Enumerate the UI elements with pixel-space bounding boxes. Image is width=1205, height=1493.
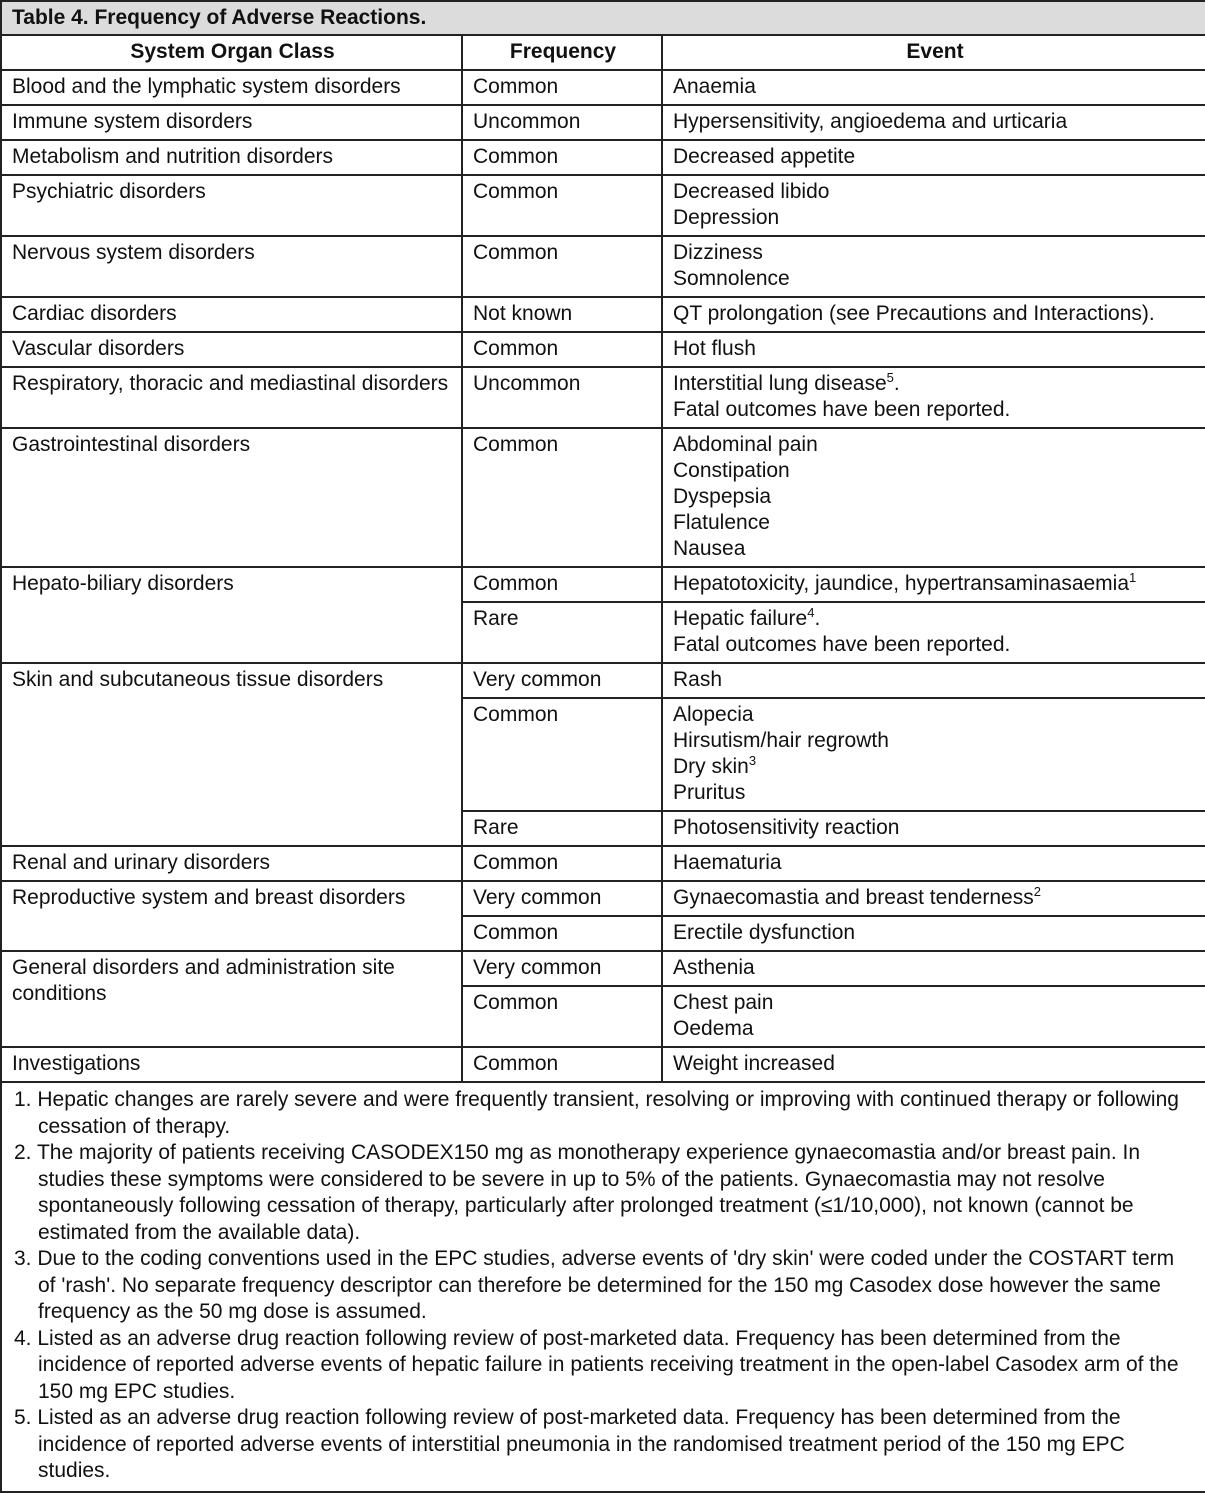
- soc-cell: Skin and subcutaneous tissue disorders: [1, 663, 462, 846]
- frequency-cell: Common: [462, 428, 662, 567]
- event-cell: [662, 663, 1205, 698]
- event-line: Haematuria: [673, 851, 782, 874]
- frequency-cell: Rare: [462, 602, 662, 663]
- frequency-cell: Uncommon: [462, 367, 662, 428]
- soc-cell: Vascular disorders: [1, 332, 462, 367]
- table-row: [1, 1047, 1205, 1082]
- footnote-5: 5. Listed as an adverse drug reaction following review of post-marketed data. Frequency has been determined from the incidence of reported adverse events of interstitial pneumonia in the randomised treatment period of the 150 mg EPC studies.: [14, 1406, 1125, 1482]
- soc-cell: Renal and urinary disorders: [1, 846, 462, 881]
- frequency-cell: Common: [462, 846, 662, 881]
- table-row: [1, 105, 1205, 140]
- event-cell: [662, 297, 1205, 332]
- table-row: [1, 70, 1205, 105]
- event-cell: [662, 698, 1205, 811]
- frequency-cell: Common: [462, 1047, 662, 1082]
- event-text: Interstitial lung disease: [673, 372, 887, 395]
- soc-cell: Immune system disorders: [1, 105, 462, 140]
- event-line: QT prolongation (see Precautions and Interactions).: [673, 302, 1155, 325]
- event-line: Alopecia: [673, 703, 754, 726]
- soc-cell: Psychiatric disorders: [1, 175, 462, 236]
- soc-cell: Respiratory, thoracic and mediastinal disorders: [1, 367, 462, 428]
- soc-cell: Hepato-biliary disorders: [1, 567, 462, 663]
- event-text: Hepatic failure: [673, 607, 808, 630]
- event-line: Somnolence: [673, 267, 790, 290]
- soc-cell: Nervous system disorders: [1, 236, 462, 297]
- frequency-cell: Common: [462, 175, 662, 236]
- event-line: Interstitial lung disease$^5$.: [673, 370, 900, 395]
- table-row: [1, 951, 1205, 986]
- event-text: Gynaecomastia and breast tenderness: [673, 886, 1034, 909]
- event-line: Erectile dysfunction: [673, 921, 856, 944]
- table-title: Table 4. Frequency of Adverse Reactions.: [1, 1, 1205, 35]
- header-soc: System Organ Class: [1, 35, 462, 70]
- frequency-cell: Very common: [462, 881, 662, 916]
- footnote-ref: 3: [748, 753, 757, 768]
- event-line: Oedema: [673, 1017, 754, 1040]
- table-row: [1, 332, 1205, 367]
- event-line: Dizziness: [673, 241, 763, 264]
- event-line: Decreased appetite: [673, 145, 856, 168]
- event-line: Hypersensitivity, angioedema and urticaria: [673, 110, 1068, 133]
- footnote-ref: 1: [1129, 570, 1137, 585]
- soc-cell: Metabolism and nutrition disorders: [1, 140, 462, 175]
- event-line: Abdominal pain: [673, 433, 818, 456]
- event-cell: [662, 951, 1205, 986]
- frequency-cell: Common: [462, 332, 662, 367]
- event-cell: [662, 881, 1205, 916]
- frequency-cell: Common: [462, 698, 662, 811]
- title-row: [1, 1, 1205, 35]
- event-line: Anaemia: [673, 75, 756, 98]
- footnote-ref: 5: [886, 370, 894, 385]
- frequency-cell: Common: [462, 916, 662, 951]
- table-row: [1, 297, 1205, 332]
- table-row: [1, 881, 1205, 916]
- event-line: Hirsutism/hair regrowth: [673, 729, 889, 752]
- event-cell: [662, 811, 1205, 846]
- table-row: [1, 236, 1205, 297]
- table-row: [1, 175, 1205, 236]
- event-line: Photosensitivity reaction: [673, 816, 900, 839]
- table-row: [1, 663, 1205, 698]
- frequency-cell: Not known: [462, 297, 662, 332]
- event-cell: [662, 332, 1205, 367]
- event-cell: [662, 367, 1205, 428]
- event-cell: [662, 428, 1205, 567]
- footnote-2: 2. The majority of patients receiving CASODEX150 mg as monotherapy experience gynaecomastia and/or breast pain. In studies these symptoms were considered to be severe in up to 5% of the patients. Gynaecomastia may not resolve spontaneously following cessation of therapy, particularly after prolonged treatment (≤1/10,000), not known (cannot be estimated from the available data).: [14, 1141, 1141, 1244]
- header-frequency: Frequency: [462, 35, 662, 70]
- footnotes-cell: [1, 1082, 1205, 1492]
- event-text: Hepatotoxicity, jaundice, hypertransaminasaemia: [673, 572, 1130, 595]
- event-line: Constipation: [673, 459, 790, 482]
- event-cell: [662, 846, 1205, 881]
- event-cell: [662, 175, 1205, 236]
- footnote-ref: 4: [807, 605, 815, 620]
- event-cell: [662, 916, 1205, 951]
- header-row: [1, 35, 1205, 70]
- soc-cell: Blood and the lymphatic system disorders: [1, 70, 462, 105]
- event-line: Fatal outcomes have been reported.: [673, 633, 1011, 656]
- soc-cell: Reproductive system and breast disorders: [1, 881, 462, 951]
- event-cell: [662, 986, 1205, 1047]
- footnote-ref: 2: [1033, 884, 1041, 899]
- frequency-cell: Common: [462, 236, 662, 297]
- footnote-4: 4. Listed as an adverse drug reaction following review of post-marketed data. Frequency has been determined from the incidence of reported adverse events of hepatic failure in patients receiving treatment in the open-label Casodex arm of the 150 mg EPC studies.: [14, 1326, 1179, 1403]
- soc-cell: Gastrointestinal disorders: [1, 428, 462, 567]
- table-row: [1, 846, 1205, 881]
- event-cell: [662, 236, 1205, 297]
- frequency-cell: Uncommon: [462, 105, 662, 140]
- event-cell: [662, 70, 1205, 105]
- frequency-cell: Common: [462, 567, 662, 602]
- event-line: Chest pain: [673, 991, 774, 1014]
- event-line: Weight increased: [673, 1052, 835, 1075]
- footnote-3: 3. Due to the coding conventions used in the EPC studies, adverse events of 'dry skin' were coded under the COSTART term of 'rash'. No separate frequency descriptor can therefore be determined for the 150 mg Casodex dose however the same frequency as the 50 mg dose is assumed.: [14, 1247, 1175, 1323]
- event-cell: [662, 567, 1205, 602]
- frequency-cell: Common: [462, 140, 662, 175]
- event-line: Pruritus: [673, 781, 746, 804]
- soc-cell: Cardiac disorders: [1, 297, 462, 332]
- frequency-cell: Common: [462, 70, 662, 105]
- event-line: Hot flush: [673, 337, 756, 360]
- frequency-cell: Very common: [462, 663, 662, 698]
- frequency-cell: Rare: [462, 811, 662, 846]
- event-line: [673, 571, 1197, 597]
- event-line: Nausea: [673, 537, 746, 560]
- event-line: Rash: [673, 668, 723, 691]
- footnotes-row: [1, 1082, 1205, 1492]
- event-line: Fatal outcomes have been reported.: [673, 398, 1011, 421]
- event-text: Dry skin: [673, 755, 749, 778]
- event-line: [673, 885, 1197, 911]
- event-line: Decreased libido: [673, 180, 830, 203]
- soc-cell: Investigations: [1, 1047, 462, 1082]
- event-line: Asthenia: [673, 956, 755, 979]
- table-row: [1, 367, 1205, 428]
- soc-cell: General disorders and administration site conditions: [1, 951, 462, 1047]
- footnote-1: 1. Hepatic changes are rarely severe and were frequently transient, resolving or improving with continued therapy or following cessation of therapy.: [14, 1088, 1179, 1138]
- frequency-cell: Common: [462, 986, 662, 1047]
- table-row: [1, 140, 1205, 175]
- event-cell: [662, 1047, 1205, 1082]
- event-cell: [662, 140, 1205, 175]
- event-cell: [662, 105, 1205, 140]
- event-line: Hepatic failure$^4$.: [673, 605, 821, 630]
- frequency-cell: Very common: [462, 951, 662, 986]
- event-cell: [662, 602, 1205, 663]
- table-row: [1, 567, 1205, 602]
- event-line: Dyspepsia: [673, 485, 772, 508]
- event-line: Depression: [673, 206, 780, 229]
- table-row: [1, 428, 1205, 567]
- header-event: Event: [662, 35, 1205, 70]
- event-line: [673, 754, 1197, 780]
- event-line: Flatulence: [673, 511, 770, 534]
